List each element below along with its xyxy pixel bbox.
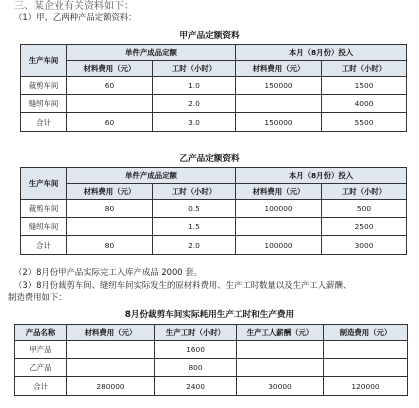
table-row — [21, 77, 407, 95]
table-cell: 280000 — [67, 377, 155, 396]
table-cell: 1500 — [322, 77, 407, 95]
table-cell: 120000 — [324, 377, 408, 396]
table-row — [15, 341, 408, 359]
table-a — [20, 44, 407, 132]
table-cell: 1.5 — [153, 218, 236, 236]
table-cell: 150000 — [236, 77, 322, 95]
table-cell: 缝纫车间 — [21, 95, 67, 113]
table-cell: 500 — [322, 200, 407, 218]
paragraph-2: （2）8月份甲产品实际完工入库产成品 2000 套。 — [14, 267, 203, 277]
table-cell — [236, 95, 322, 113]
table-b — [20, 167, 407, 255]
table-a-title: 甲产品定额资料 — [179, 31, 240, 41]
table-cell: 2.0 — [153, 236, 236, 255]
table-cell — [237, 341, 324, 359]
table-b-sub-header: 工时（小时） — [322, 184, 407, 200]
table-cell — [67, 218, 153, 236]
table-cell: 合计 — [15, 377, 67, 396]
table-cell: 100000 — [236, 236, 322, 255]
table-cell: 60 — [67, 113, 153, 132]
table-b-title: 乙产品定额资料 — [179, 154, 240, 164]
paragraph-3-line-2: 制造费用如下： — [8, 292, 67, 302]
table-cell: 甲产品 — [15, 341, 67, 359]
table-c-header: 材料费用（元） — [67, 325, 155, 341]
table-c-header: 制造费用（元） — [324, 325, 408, 341]
table-cell: 合计 — [21, 236, 67, 255]
table-b-header-month-input: 本月（8月份）投入 — [236, 168, 407, 184]
top-clipped-text: 三、某企业有关资料如下： — [14, 1, 134, 12]
table-cell: 3.0 — [153, 113, 236, 132]
table-row — [21, 236, 407, 255]
table-row — [21, 95, 407, 113]
table-a-header-workshop: 生产车间 — [21, 45, 67, 77]
table-cell: 0.5 — [153, 200, 236, 218]
table-a-sub-header: 材料费用（元） — [67, 61, 153, 77]
table-c — [14, 324, 408, 396]
table-cell: 30000 — [237, 377, 324, 396]
table-cell: 800 — [155, 359, 237, 377]
table-cell: 3000 — [322, 236, 407, 255]
table-row — [21, 218, 407, 236]
table-a-sub-header: 材料费用（元） — [236, 61, 322, 77]
table-cell: 2.0 — [153, 95, 236, 113]
table-cell — [67, 359, 155, 377]
table-cell: 裁剪车间 — [21, 200, 67, 218]
table-cell: 裁剪车间 — [21, 77, 67, 95]
table-b-sub-header: 材料费用（元） — [67, 184, 153, 200]
table-b-sub-header: 材料费用（元） — [236, 184, 322, 200]
table-cell: 100000 — [236, 200, 322, 218]
table-cell: 1600 — [155, 341, 237, 359]
table-c-title: 8月份裁剪车间实际耗用生产工时和生产费用 — [124, 310, 295, 320]
table-cell: 2500 — [322, 218, 407, 236]
table-cell: 2400 — [155, 377, 237, 396]
table-cell: 4000 — [322, 95, 407, 113]
table-c-header: 生产工人薪酬（元） — [237, 325, 324, 341]
table-cell — [236, 218, 322, 236]
table-b-sub-header: 工时（小时） — [153, 184, 236, 200]
table-row — [15, 377, 408, 396]
table-cell: 150000 — [236, 113, 322, 132]
table-a-header-month-input: 本月（8月份）投入 — [236, 45, 407, 61]
table-a-sub-header: 工时（小时） — [153, 61, 236, 77]
table-c-header: 产品名称 — [15, 325, 67, 341]
table-cell: 80 — [67, 236, 153, 255]
table-cell — [237, 359, 324, 377]
table-b-header-workshop: 生产车间 — [21, 168, 67, 200]
table-cell: 80 — [67, 200, 153, 218]
table-cell: 5500 — [322, 113, 407, 132]
table-c-header: 生产工时（小时） — [155, 325, 237, 341]
table-cell: 乙产品 — [15, 359, 67, 377]
paragraph-3-line-1: （3）8月份裁剪车间、缝纫车间实际发生的原材料费用、生产工时数量以及生产工人薪酬、 — [14, 280, 352, 290]
table-cell — [324, 341, 408, 359]
table-a-header-unit-quota: 单件产成品定额 — [67, 45, 236, 61]
table-cell: 合计 — [21, 113, 67, 132]
table-cell: 缝纫车间 — [21, 218, 67, 236]
table-a-sub-header: 工时（小时） — [322, 61, 407, 77]
table-cell: 60 — [67, 77, 153, 95]
table-row — [15, 359, 408, 377]
table-cell — [67, 341, 155, 359]
table-cell — [324, 359, 408, 377]
intro-paragraph: （1）甲、乙两种产品定额资料： — [14, 12, 137, 22]
table-cell — [67, 95, 153, 113]
table-b-header-unit-quota: 单件产成品定额 — [67, 168, 236, 184]
table-row — [21, 113, 407, 132]
table-row — [21, 200, 407, 218]
table-cell: 1.0 — [153, 77, 236, 95]
